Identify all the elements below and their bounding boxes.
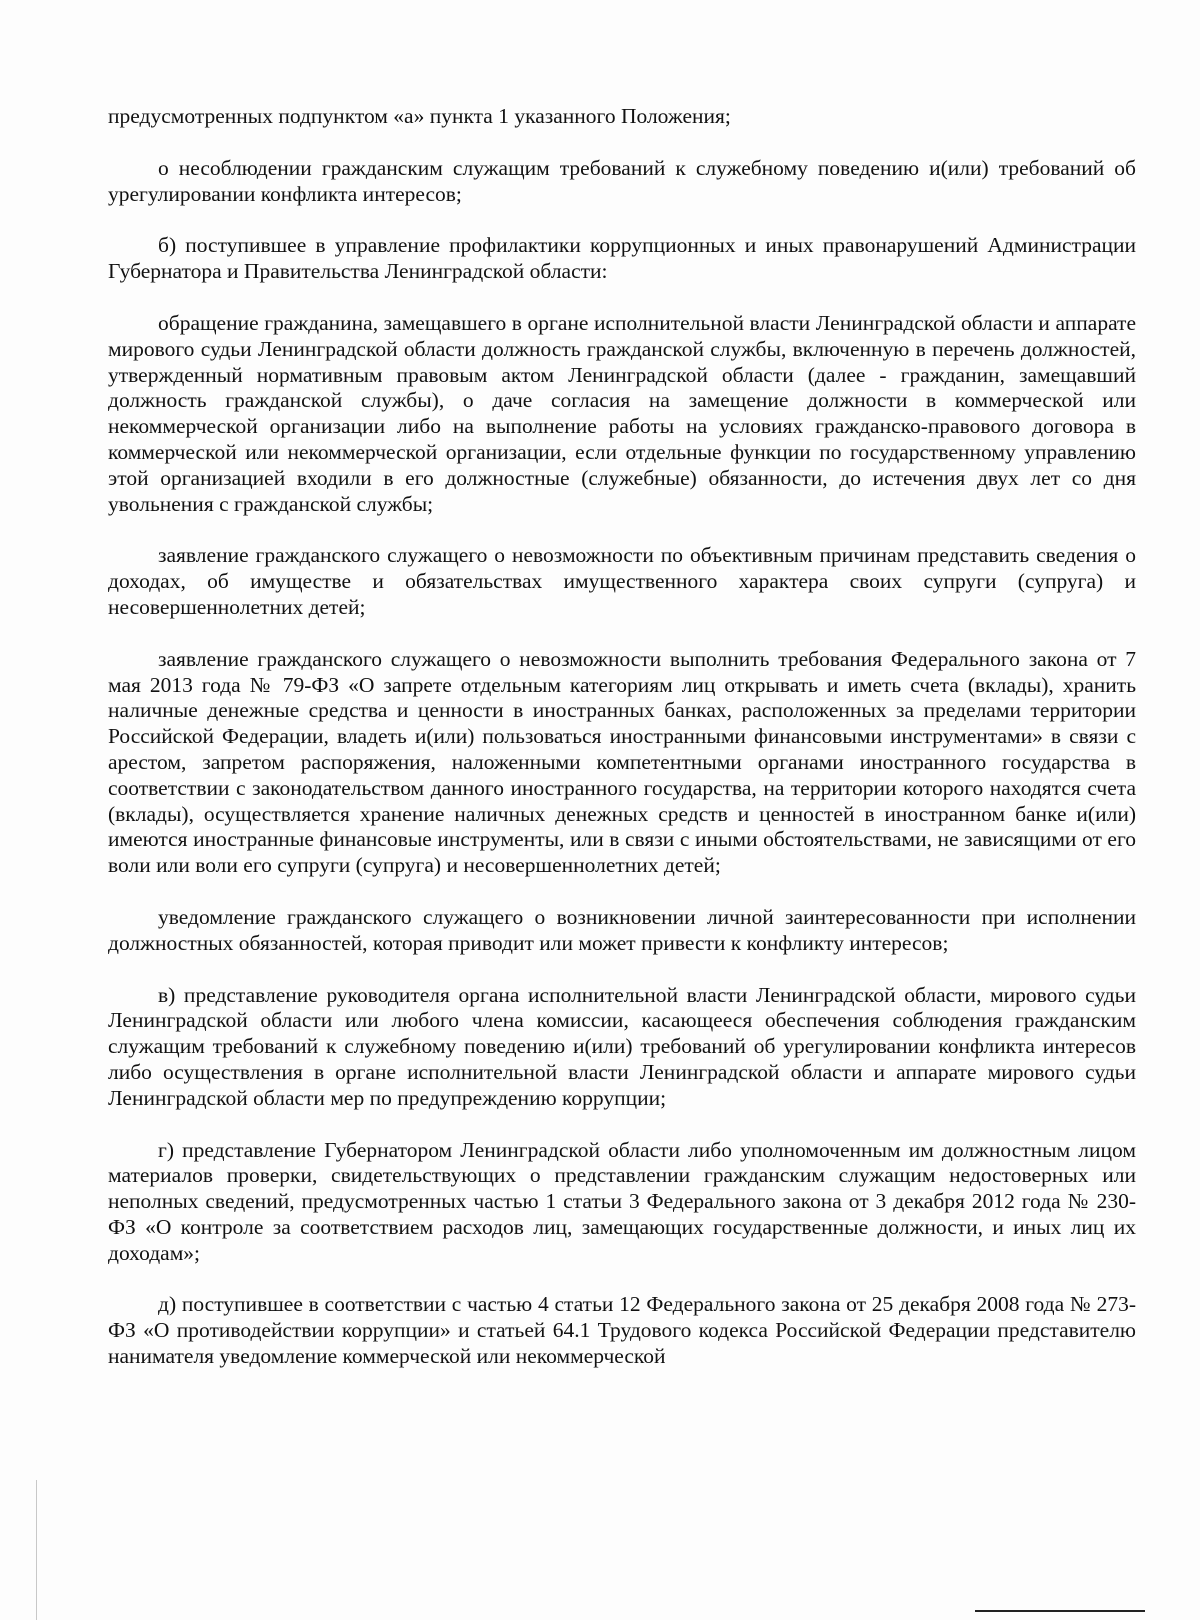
paragraph-income-statement: заявление гражданского служащего о невозможности по объективным причинам представить сведения о доходах, об имуществе и обязательствах имущественного характера своих супруги (супруга) и несовершеннолетних детей; [108, 543, 1136, 619]
paragraph-foreign-accounts: заявление гражданского служащего о невозможности выполнить требования Федерального закона от 7 мая 2013 года № 79-ФЗ «О запрете отдельным категориям лиц открывать и иметь счета (вклады), хранить наличные денежные средства и ценности в иностранных банках, расположенных за пределами территории Российской Федерации, владеть и(или) пользоваться иностранными финансовыми инструментами» в связи с арестом, запретом распоряжения, наложенными компетентными органами иностранного государства в соответствии с законодательством данного иностранного государства, на территории которого находятся счета (вклады), осуществляется хранение наличных денежных средств и ценностей в иностранном банке и(или) имеются иностранные финансовые инструменты, или в связи с иными обстоятельствами, не зависящими от его воли или воли его супруги (супруга) и несовершеннолетних детей; [108, 646, 1136, 878]
paragraph-nonobservance: о несоблюдении гражданским служащим требований к служебному поведению и(или) требований об урегулировании конфликта интересов; [108, 155, 1136, 206]
paragraph-item-v: в) представление руководителя органа исполнительной власти Ленинградской области, мирового судьи Ленинградской области или любого члена комиссии, касающееся обеспечения соблюдения гражданским служащим требований к служебному поведению и(или) требований об урегулировании конфликта интересов либо осуществления в органе исполнительной власти Ленинградской области и аппарате мирового судьи Ленинградской области мер по предупреждению коррупции; [108, 982, 1136, 1110]
document-body [108, 104, 1136, 1396]
paragraph-conflict-notice: уведомление гражданского служащего о возникновении личной заинтересованности при исполнении должностных обязанностей, которая приводит или может привести к конфликту интересов; [108, 904, 1136, 955]
paragraph-item-b: б) поступившее в управление профилактики коррупционных и иных правонарушений Администрации Губернатора и Правительства Ленинградской области: [108, 233, 1136, 284]
paragraph-item-g: г) представление Губернатором Ленинградской области либо уполномоченным им должностным лицом материалов проверки, свидетельствующих о представлении гражданским служащим недостоверных или неполных сведений, предусмотренных частью 1 статьи 3 Федерального закона от 3 декабря 2012 года № 230-ФЗ «О контроле за соответствием расходов лиц, замещающих государственные должности, и иных лиц их доходам»; [108, 1137, 1136, 1265]
paragraph-item-d: д) поступившее в соответствии с частью 4 статьи 12 Федерального закона от 25 декабря 2008 года № 273-ФЗ «О противодействии коррупции» и статьей 64.1 Трудового кодекса Российской Федерации представителю нанимателя уведомление коммерческой или некоммерческой [108, 1292, 1136, 1369]
paragraph-continuation: предусмотренных подпунктом «а» пункта 1 указанного Положения; [108, 104, 731, 128]
scan-margin-line [36, 1480, 37, 1620]
scan-bottom-mark [975, 1610, 1145, 1612]
paragraph-citizen-appeal: обращение гражданина, замещавшего в органе исполнительной власти Ленинградской области и аппарате мирового судьи Ленинградской области должность гражданской службы, включенную в перечень должностей, утвержденный нормативным правовым актом Ленинградской области (далее - гражданин, замещавший должность гражданской службы), о даче согласия на замещение должности в коммерческой или некоммерческой организации либо на выполнение работы на условиях гражданско-правового договора в коммерческой или некоммерческой организации, если отдельные функции по государственному управлению этой организацией входили в его должностные (служебные) обязанности, до истечения двух лет со дня увольнения с гражданской службы; [108, 310, 1136, 516]
